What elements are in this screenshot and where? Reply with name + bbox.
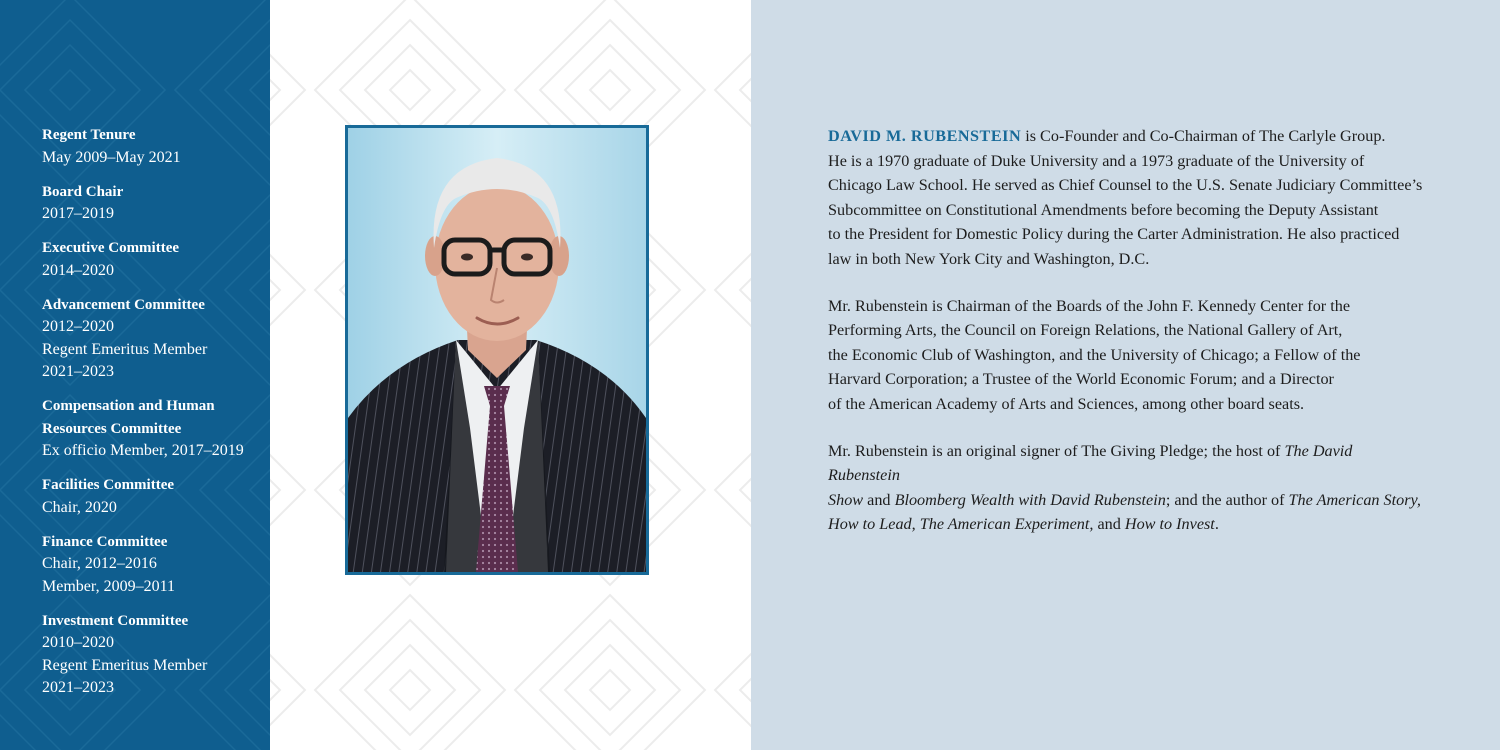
entry-label: Compensation and Human bbox=[42, 398, 215, 414]
entry-label: Regent Tenure bbox=[42, 127, 136, 143]
bio-text: ; and the author of bbox=[1165, 490, 1289, 509]
bio-line: Subcommittee on Constitutional Amendments before becoming the Deputy Assistant bbox=[828, 200, 1379, 219]
entry-detail: 2012–2020 bbox=[42, 318, 114, 335]
entry-label: Advancement Committee bbox=[42, 296, 205, 313]
entry-detail: Regent Emeritus Member bbox=[42, 340, 208, 358]
entry-detail: 2021–2023 bbox=[42, 363, 114, 380]
entry-detail: May 2009–May 2021 bbox=[42, 148, 181, 166]
bio-line: law in both New York City and Washington, D.C. bbox=[828, 249, 1150, 268]
entry-detail: Regent Emeritus Member bbox=[42, 656, 208, 674]
portrait-panel bbox=[270, 0, 751, 750]
tenure-entry-executive bbox=[42, 237, 262, 282]
entry-label: Board Chair bbox=[42, 183, 124, 200]
entry-detail: 2017–2019 bbox=[42, 205, 114, 222]
entry-detail: Chair, 2012–2016 bbox=[42, 555, 157, 572]
bio-paragraph-3 bbox=[828, 439, 1428, 537]
entry-detail: 2010–2020 bbox=[42, 634, 114, 651]
show-title: The David Rubenstein bbox=[828, 441, 1353, 484]
bio-paragraph-2 bbox=[828, 294, 1428, 417]
tenure-entry-advancement bbox=[42, 294, 262, 384]
bio-text: and bbox=[1093, 515, 1125, 533]
bio-line: Mr. Rubenstein is Chairman of the Boards of the John F. Kennedy Center for the bbox=[828, 296, 1351, 315]
person-name: DAVID M. RUBENSTEIN bbox=[828, 127, 1022, 145]
bio-paragraph-1 bbox=[828, 124, 1428, 271]
biography-text bbox=[828, 124, 1428, 559]
entry-label: Executive Committee bbox=[42, 240, 180, 256]
entry-detail: 2021–2023 bbox=[42, 679, 114, 696]
bio-line: the Economic Club of Washington, and the University of Chicago; a Fellow of the bbox=[828, 345, 1361, 364]
bio-text: . bbox=[1214, 515, 1219, 533]
bio-line: Chicago Law School. He served as Chief Counsel to the U.S. Senate Judiciary Committee’s bbox=[828, 176, 1423, 194]
entry-label: Investment Committee bbox=[42, 612, 189, 629]
bio-text: Mr. Rubenstein is an original signer of The Giving Pledge; the host of bbox=[828, 441, 1285, 460]
bio-text: and bbox=[863, 490, 895, 509]
bio-line: to the President for Domestic Policy during the Carter Administration. He also practiced bbox=[828, 225, 1400, 243]
bio-line: He is a 1970 graduate of Duke University and a 1973 graduate of the University of bbox=[828, 151, 1365, 170]
entry-detail: 2014–2020 bbox=[42, 261, 114, 279]
book-title: The American Story, bbox=[1288, 490, 1421, 509]
bio-line: Performing Arts, the Council on Foreign Relations, the National Gallery of Art, bbox=[828, 321, 1343, 339]
biography-panel bbox=[751, 0, 1500, 750]
tenure-entry-regent bbox=[42, 124, 262, 169]
tenure-sidebar bbox=[0, 0, 270, 750]
bio-line: of the American Academy of Arts and Sciences, among other board seats. bbox=[828, 394, 1305, 413]
tenure-list bbox=[42, 124, 262, 711]
tenure-entry-investment bbox=[42, 610, 262, 700]
tenure-entry-finance bbox=[42, 531, 262, 599]
show-title: Bloomberg Wealth with David Rubenstein bbox=[894, 490, 1166, 509]
book-title: How to Invest bbox=[1124, 515, 1215, 533]
entry-label: Facilities Committee bbox=[42, 477, 175, 493]
bio-line: is Co-Founder and Co-Chairman of The Carlyle Group. bbox=[1021, 127, 1386, 145]
tenure-entry-facilities bbox=[42, 474, 262, 519]
entry-label: Finance Committee bbox=[42, 533, 168, 550]
tenure-entry-compensation bbox=[42, 395, 262, 463]
entry-detail: Chair, 2020 bbox=[42, 498, 117, 516]
tenure-entry-board-chair bbox=[42, 181, 262, 226]
portrait-photo bbox=[345, 125, 649, 575]
entry-label: Resources Committee bbox=[42, 420, 182, 437]
portrait-illustration bbox=[348, 128, 646, 572]
show-title: Show bbox=[828, 490, 864, 509]
book-title: How to Lead, The American Experiment, bbox=[828, 515, 1094, 533]
bio-line: Harvard Corporation; a Trustee of the World Economic Forum; and a Director bbox=[828, 370, 1334, 388]
entry-detail: Ex officio Member, 2017–2019 bbox=[42, 442, 244, 459]
entry-detail: Member, 2009–2011 bbox=[42, 577, 175, 595]
